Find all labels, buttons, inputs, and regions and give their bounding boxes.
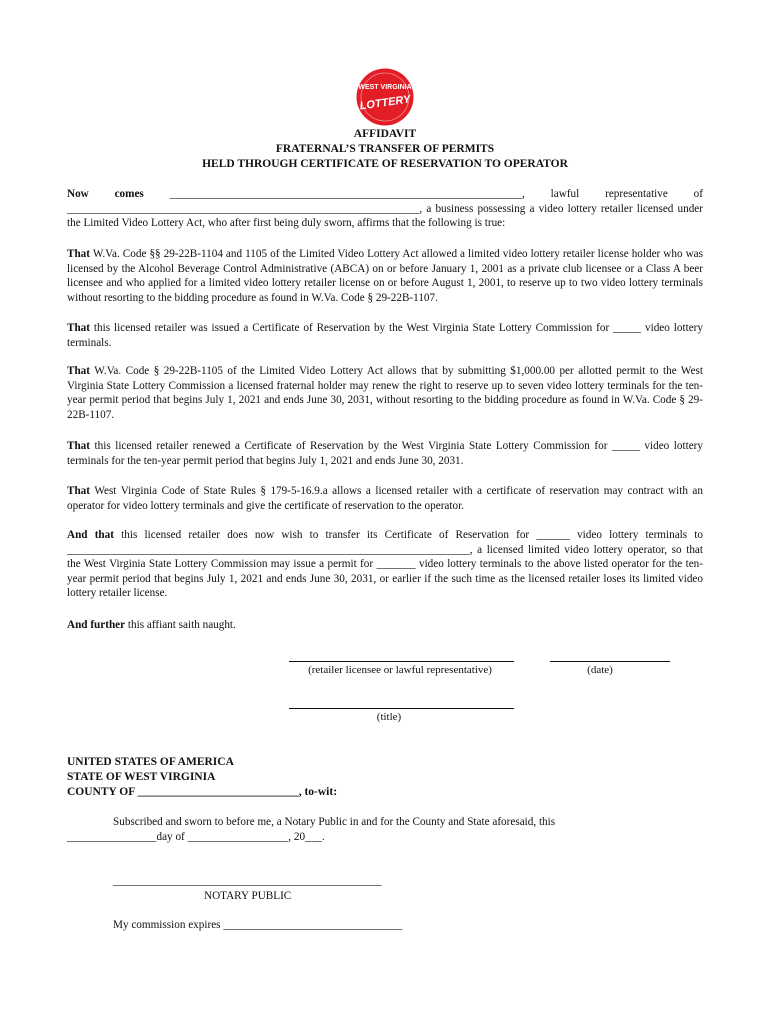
commission-expires: My commission expires ________________________________: [113, 919, 403, 931]
notary-signature-line[interactable]: ________________________________________________: [113, 875, 382, 887]
paragraph-1-text: W.Va. Code §§ 29-22B-1104 and 1105 of the Limited Video Lottery Act allowed a limited video lottery retailer license holder who was licensed by the Alcohol Beverage Control Administrative (ABCA) on or before January 1, 2001 as a private club licensee or a Class A beer licensee and who applied for a limited video lottery retailer license on or before August 1, 2001, to reserve up to two video lottery terminals without resorting to the bidding procedure as found in W.Va. Code § 29-22B-1107.: [67, 248, 703, 304]
venue-country: UNITED STATES OF AMERICA: [67, 756, 234, 768]
paragraph-3: [67, 364, 703, 422]
title-held-through: HELD THROUGH CERTIFICATE OF RESERVATION TO OPERATOR: [202, 158, 568, 170]
paragraph-7: [67, 618, 703, 633]
paragraph-5-text: West Virginia Code of State Rules § 179-5-16.9.a allows a licensed retailer with a certificate of reservation may contract with an operator for video lottery terminals and give the certificate of reservation to the operator.: [67, 485, 703, 512]
wv-lottery-logo: [356, 68, 414, 126]
date-signature-line[interactable]: [550, 661, 670, 662]
venue-county: COUNTY OF ____________________________, to-wit:: [67, 786, 338, 798]
title-affidavit: AFFIDAVIT: [353, 128, 417, 140]
title-signature-label: (title): [376, 711, 402, 723]
paragraph-4-lead: That: [67, 440, 91, 452]
intro-lead: Now comes: [67, 188, 144, 200]
paragraph-4-text: this licensed retailer renewed a Certificate of Reservation by the West Virginia State Lottery Commission for _____ video lottery terminals for the ten-year permit period that begins July 1, 2021 and ends June 30, 2031.: [67, 440, 703, 467]
paragraph-7-lead: And further: [67, 619, 126, 631]
paragraph-1-lead: That: [67, 248, 91, 260]
svg-text:WEST VIRGINIA: WEST VIRGINIA: [358, 84, 412, 91]
paragraph-2: [67, 321, 703, 350]
notary-sworn-line2: ________________day of __________________, 20___.: [67, 831, 325, 843]
intro-text: _______________________________________________________________, lawful representative of _______________________________________________________________, a business possessing a video lottery retailer licensed under the Limited Video Lottery Act, who after first being duly sworn, affirms that the following is true:: [67, 188, 704, 230]
paragraph-4: [67, 439, 703, 468]
title-signature-line[interactable]: [289, 708, 514, 709]
title-fraternal-transfer: FRATERNAL’S TRANSFER OF PERMITS: [275, 143, 495, 155]
paragraph-6-text: this licensed retailer does now wish to transfer its Certificate of Reservation for ______ video lottery terminals to ________________________________________________________________________, a licensed limited video lottery operator, so that the West Virginia State Lottery Commission may issue a permit for _______ video lottery terminals to the above listed operator for the ten-year permit period that begins July 1, 2021 and ends June 30, 2031, or earlier if the such time as the licensed retailer loses its limited video lottery retailer license.: [67, 529, 704, 600]
paragraph-1: [67, 247, 703, 305]
paragraph-2-lead: That: [67, 322, 91, 334]
paragraph-5: [67, 484, 703, 513]
retailer-signature-label: (retailer licensee or lawful representative): [308, 664, 492, 676]
paragraph-6-lead: And that: [67, 529, 114, 541]
paragraph-3-lead: That: [67, 365, 91, 377]
date-signature-label: (date): [587, 664, 613, 676]
svg-text:LOTTERY: LOTTERY: [358, 93, 412, 113]
paragraph-6: [67, 528, 703, 601]
retailer-signature-line[interactable]: [289, 661, 514, 662]
paragraph-2-text: this licensed retailer was issued a Certificate of Reservation by the West Virginia State Lottery Commission for _____ video lottery terminals.: [67, 322, 703, 349]
notary-public-label: NOTARY PUBLIC: [204, 890, 292, 902]
venue-state: STATE OF WEST VIRGINIA: [67, 771, 216, 783]
paragraph-5-lead: That: [67, 485, 91, 497]
notary-sworn-line1: Subscribed and sworn to before me, a Notary Public in and for the County and State aforesaid, this: [113, 816, 556, 828]
intro-paragraph: [67, 187, 703, 231]
paragraph-7-text: this affiant saith naught.: [125, 619, 236, 631]
paragraph-3-text: W.Va. Code § 29-22B-1105 of the Limited Video Lottery Act allows that by submitting $1,000.00 per allotted permit to the West Virginia State Lottery Commission a licensed fraternal holder may renew the right to reserve up to seven video lottery terminals for the ten-year permit period that begins July 1, 2021 and ends June 30, 2031, without resorting to the bidding procedure as found in W.Va. Code § 29-22B-1107.: [67, 365, 703, 421]
